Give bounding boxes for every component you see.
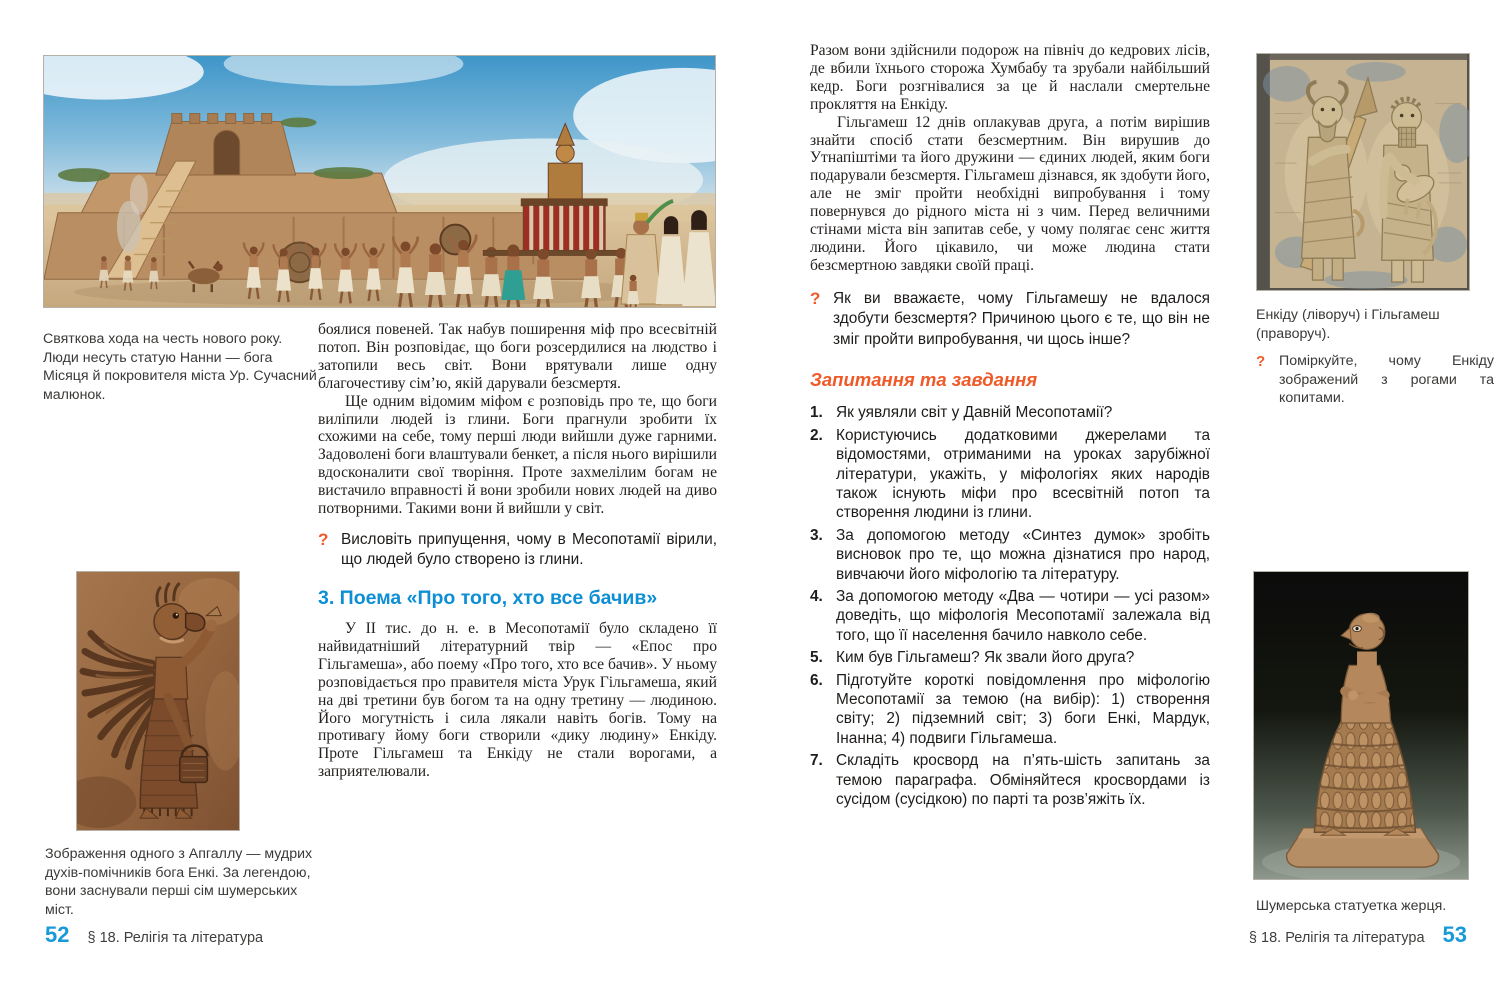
- task-item: [810, 648, 1210, 667]
- procession-caption: Святкова хода на честь нового року. Люди несуть статую Нанни — бога Місяця й покровителя міста Ур. Сучасний малюнок.: [43, 331, 317, 403]
- task-number: 3.: [810, 526, 823, 544]
- task-text: Користуючись додатковими джерелами та відомостями, отриманими на уроках зарубіжної літератури, укажіть, у міфологіях яких народів також існують міфи про всесвітній потоп та створення людини із глини.: [836, 426, 1210, 522]
- question-mark-icon: ?: [318, 529, 329, 549]
- task-text: Ким був Гільгамеш? Як звали його друга?: [836, 649, 1135, 667]
- section-heading: 3. Поема «Про того, хто все бачив»: [318, 586, 658, 609]
- procession-illustration: [44, 56, 715, 307]
- paragraph-epic: У II тис. до н. е. в Месопотамії було складено її найвидатніший літературний твір — «Епос про Гільгамеша», або поему «Про того, хто все бачив». У ньому розповідається про правителя міста Урук Гільгамеша, який на дві третини був богом та на одну третину — людиною. Його могутність і сила лякали навіть богів. Тому на противагу йому боги створили «дику людину» Енкіду. Проте Гільгамеш та Енкіду не стали ворогами, а заприятелювали.: [318, 619, 717, 781]
- task-item: [810, 751, 1210, 809]
- task-number: 5.: [810, 649, 823, 667]
- enkidu-gilgamesh-illustration: [1257, 54, 1469, 290]
- immortality-question-block: [810, 289, 1210, 351]
- immortality-question-text: Як ви вважаєте, чому Гільгамешу не вдалося здобути безсмертя? Причиною цього є те, що він не зміг пройти випробування, чи щось інше?: [833, 289, 1210, 348]
- task-number: 7.: [810, 752, 823, 770]
- left-text-column: [318, 321, 717, 781]
- priest-statuette-figure: [1253, 571, 1469, 880]
- task-item: [810, 587, 1210, 645]
- inline-question-block: [318, 530, 717, 571]
- task-text: Складіть кросворд на п’ять-шість запитань за темою параграфа. Обміняйтеся кросвордами із сусідом (сусідкою) по парті та розв’яжіть їх.: [836, 752, 1210, 808]
- task-text: Підготуйте короткі повідомлення про міфологію Месопотамії за темою (на вибір): 1) створення світу; 2) підземний світ; 3) боги Енкі, Мардук, Інанна; 4) подвиги Гільгамеша.: [836, 671, 1210, 747]
- task-number: 2.: [810, 426, 823, 444]
- left-footer: [45, 922, 263, 948]
- sidebar-question-block: [1256, 352, 1494, 408]
- priest-statuette-illustration: [1254, 572, 1468, 879]
- paragraph-flood-myth: боялися повеней. Так набув поширення міф про всесвітній потоп. Він розповідає, що боги розсердилися на людство і затопили весь світ. Вони врятували лише одну благочестиву сім’ю, якій дарували безсмертя.: [318, 321, 717, 392]
- enkidu-gilgamesh-caption: Енкіду (ліворуч) і Гільгамеш (праворуч).: [1256, 307, 1440, 342]
- question-mark-icon: ?: [810, 288, 821, 308]
- tasks-heading: Запитання та завдання: [810, 369, 1038, 391]
- question-mark-icon: ?: [1256, 353, 1266, 370]
- right-footer-section: § 18. Релігія та література: [1248, 930, 1425, 946]
- enkidu-gilgamesh-figure: [1256, 53, 1470, 291]
- procession-figure: [43, 55, 716, 308]
- task-number: 4.: [810, 587, 823, 605]
- left-footer-section: § 18. Релігія та література: [87, 930, 264, 946]
- sidebar-question-text: Поміркуйте, чому Енкіду зображений з рогами та копитами.: [1279, 353, 1494, 407]
- task-text: За допомогою методу «Синтез думок» зробіть висновок про те, що можна дізнатися про народ, вивчаючи його міфологію та літературу.: [836, 526, 1210, 583]
- task-text: Як уявляли світ у Давній Месопотамії?: [836, 404, 1113, 422]
- apkallu-relief-figure: [76, 571, 240, 831]
- tasks-list: [810, 403, 1210, 809]
- paragraph-journey: Разом вони здійснили подорож на північ до кедрових лісів, де вбили їхнього сторожа Хумбабу та зрубали найбільший кедр. Боги розгнівалися за це й наслали смертельне прокляття на Енкіду.: [810, 42, 1210, 113]
- task-item: [810, 526, 1210, 584]
- paragraph-clay-myth: Ще одним відомим міфом є розповідь про те, що боги виліпили людей із глини. Боги прагнули зробити їх схожими на себе, тому перші люди вийшли дуже гарними. Задоволені боги влаштували бенкет, а після нього вирішили вдосконалити свої творіння. Проте захмелілим богам не вистачило вправності й вони зробили нових людей на диво потворними. Такими вони й вийшли у світ.: [318, 392, 717, 518]
- right-page-number: 53: [1442, 922, 1467, 947]
- task-text: За допомогою методу «Два — чотири — усі разом» доведіть, що міфологія Месопотамії залежала від того, що її населення бачило навколо себе.: [836, 587, 1210, 644]
- task-item: [810, 426, 1210, 523]
- statuette-caption: Шумерська статуетка жерця.: [1256, 898, 1447, 914]
- apkallu-relief-illustration: [77, 572, 239, 830]
- right-footer: [1249, 922, 1467, 948]
- task-item: [810, 671, 1210, 749]
- task-number: 1.: [810, 404, 823, 422]
- apkallu-caption: Зображення одного з Апгаллу — мудрих духів-помічників бога Енкі. За легендою, вони заснували перші сім шумерських міст.: [45, 846, 313, 918]
- paragraph-mourning: Гільгамеш 12 днів оплакував друга, а потім вирішив знайти спосіб стати безсмертним. Він вирушив до Утнапіштіми та його дружини — єдиних людей, яким боги подарували безсмертя. Гільгамеш дізнався, як здобути його, але не зміг пройти необхідні випробування і тому повернувся до рідного міста ні з чим. Перед величними стінами міста він запитав себе, у чому полягає сенс життя людини. Його цікавило, чи може людина стати безсмертною завдяки своїй праці.: [810, 113, 1210, 274]
- task-item: [810, 403, 1210, 422]
- task-number: 6.: [810, 671, 823, 689]
- right-text-column: [810, 42, 1210, 812]
- inline-question-text: Висловіть припущення, чому в Месопотамії вірили, що людей було створено із глини.: [341, 530, 717, 569]
- left-page-number: 52: [45, 922, 70, 947]
